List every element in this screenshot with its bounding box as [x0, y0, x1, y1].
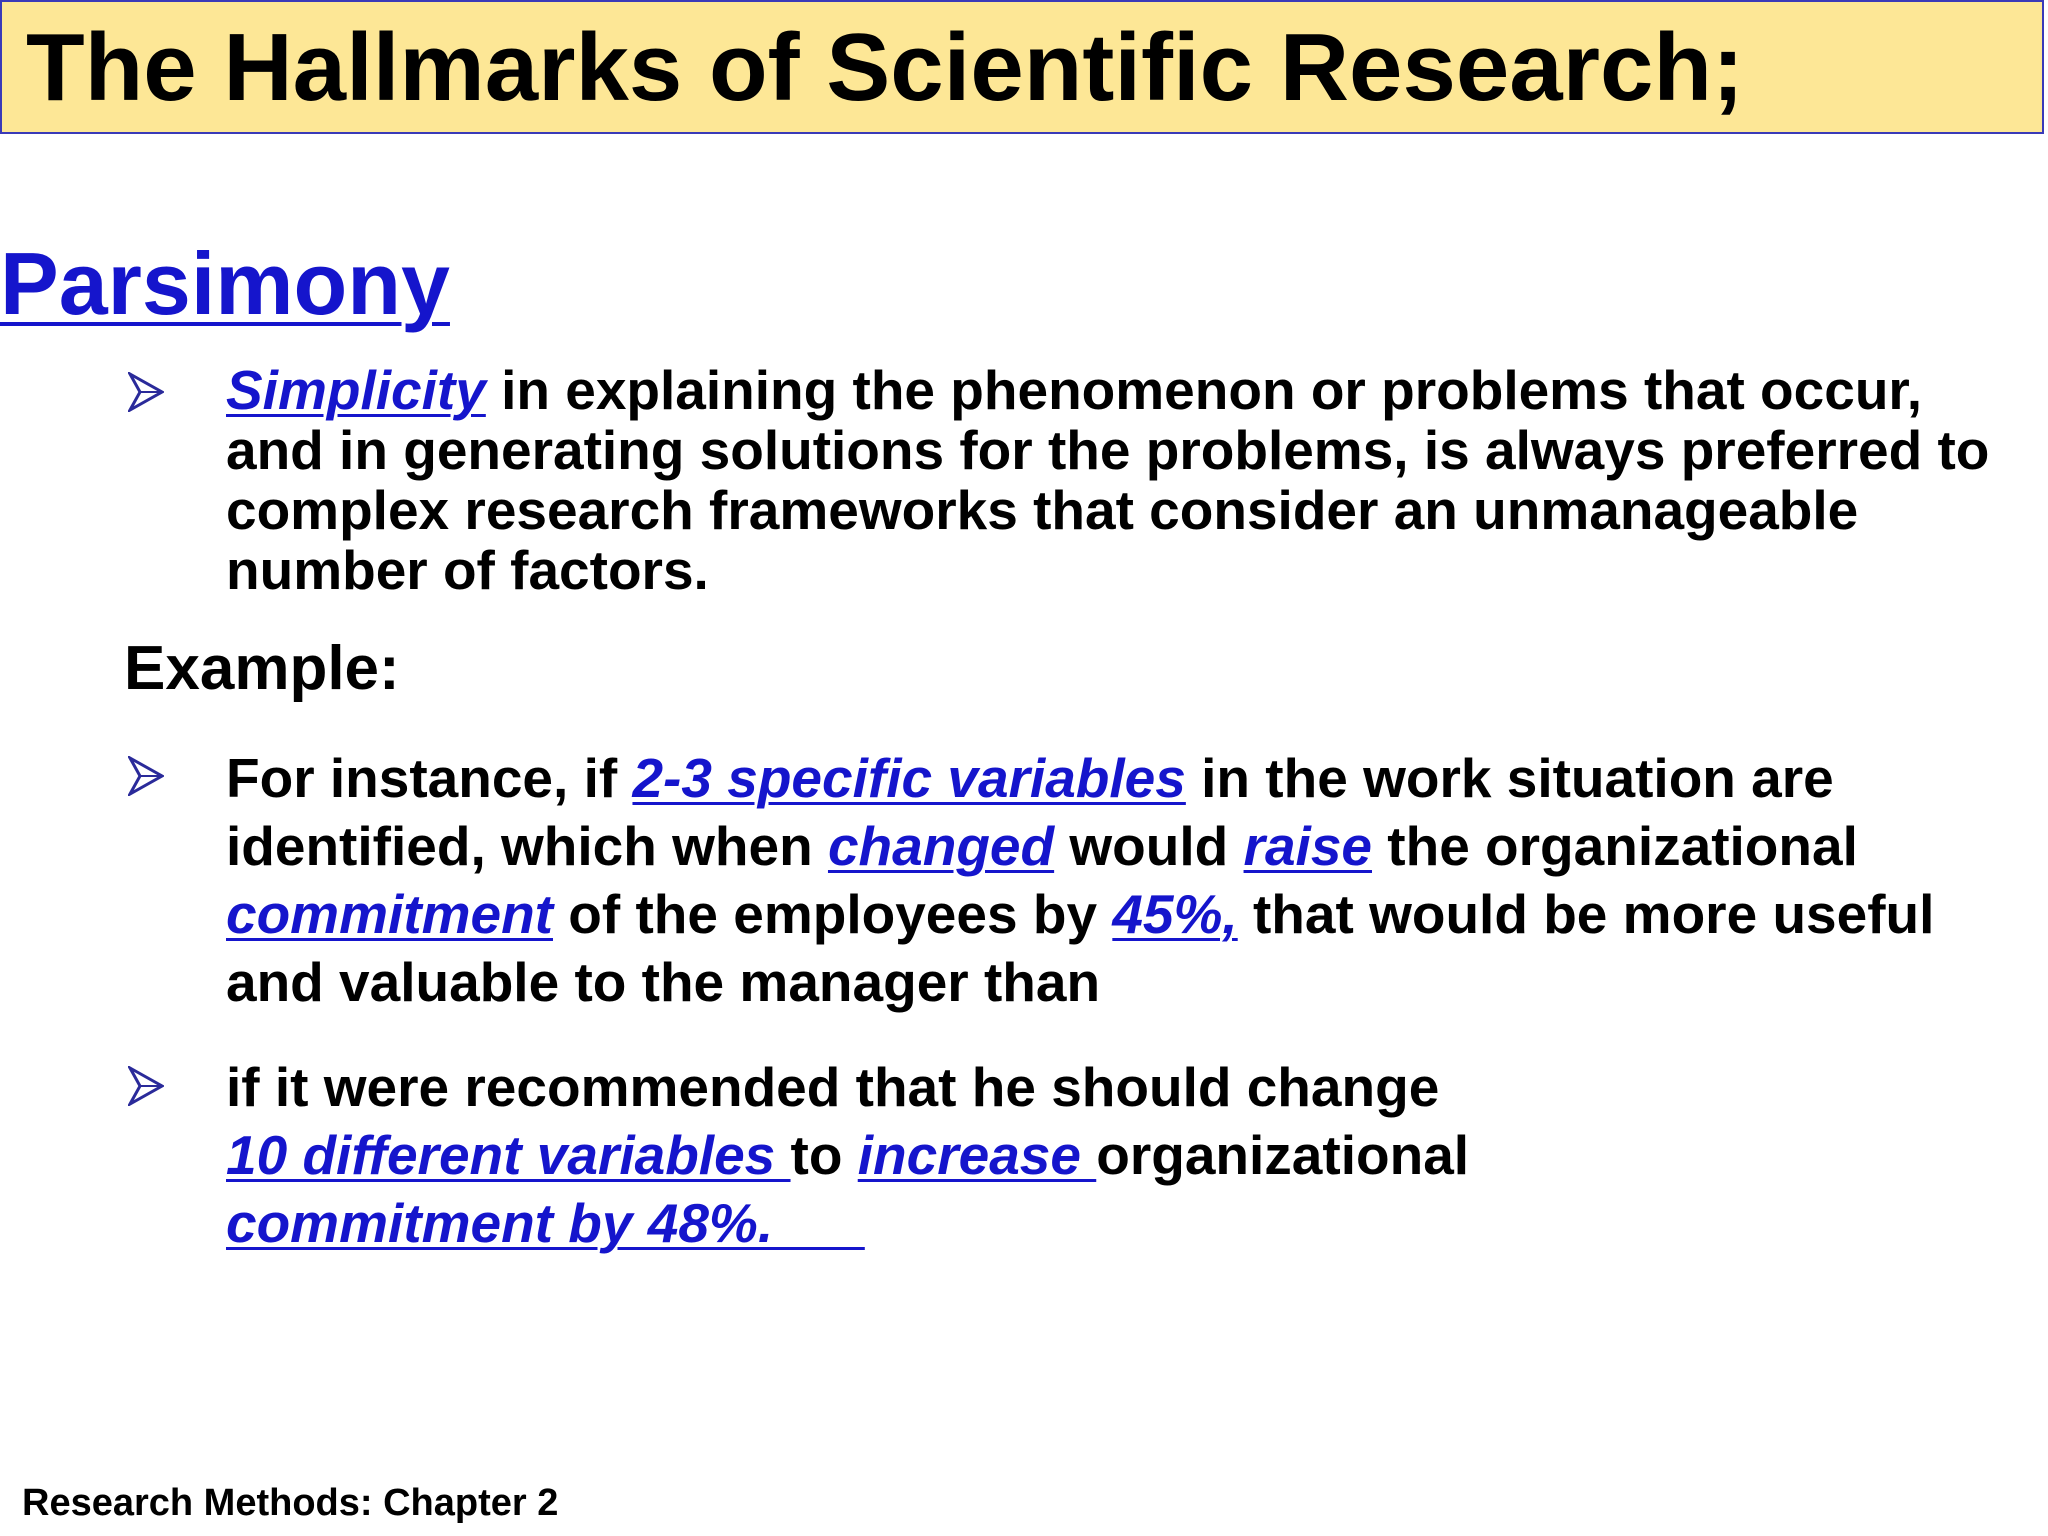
highlight-commitment: commitment — [226, 883, 553, 945]
bullet-text: in the work situation are identified, which when — [226, 747, 1834, 877]
bullet-text: of the employees by — [553, 883, 1113, 945]
bullet-text: For instance, if — [226, 747, 633, 809]
bullet-example-variables — [226, 744, 2026, 1016]
bullet-text: the organizational — [1372, 815, 1858, 877]
bullet-ten-variables — [226, 1053, 2026, 1257]
highlight-10-variables: 10 different variables — [226, 1124, 791, 1186]
highlight-2-3-variables: 2-3 specific variables — [632, 747, 1186, 809]
arrow-bullet-icon — [128, 756, 164, 796]
section-heading: Parsimony — [0, 234, 450, 333]
bullet-text: in explaining the phenomenon or problems that occur, and in generating solutions for the problems, is always preferred to complex research frameworks that consider an unmanageable number of factors. — [226, 359, 1990, 601]
highlight-45-percent: 45%, — [1112, 883, 1238, 945]
bullet-text: would — [1054, 815, 1244, 877]
bullet-text: if it were recommended that he should change — [226, 1056, 1440, 1118]
slide-title: The Hallmarks of Scientific Research; — [26, 14, 1744, 121]
arrow-bullet-icon — [128, 372, 164, 412]
bullet-simplicity — [226, 360, 2026, 600]
footer: Research Methods: Chapter 2 — [22, 1482, 559, 1524]
highlight-changed: changed — [827, 815, 1055, 877]
highlight-commitment-48: commitment by 48%. — [226, 1192, 865, 1254]
example-label: Example: — [124, 634, 400, 703]
highlight-simplicity: Simplicity — [226, 359, 486, 421]
highlight-raise: raise — [1243, 815, 1372, 877]
bullet-text: that would be more useful and valuable to the manager than — [226, 883, 1935, 1013]
bullet-text: to — [790, 1124, 858, 1186]
title-bar — [0, 0, 2044, 134]
highlight-increase: increase — [857, 1124, 1097, 1186]
bullet-text: organizational — [1096, 1124, 1470, 1186]
arrow-bullet-icon — [128, 1066, 164, 1106]
